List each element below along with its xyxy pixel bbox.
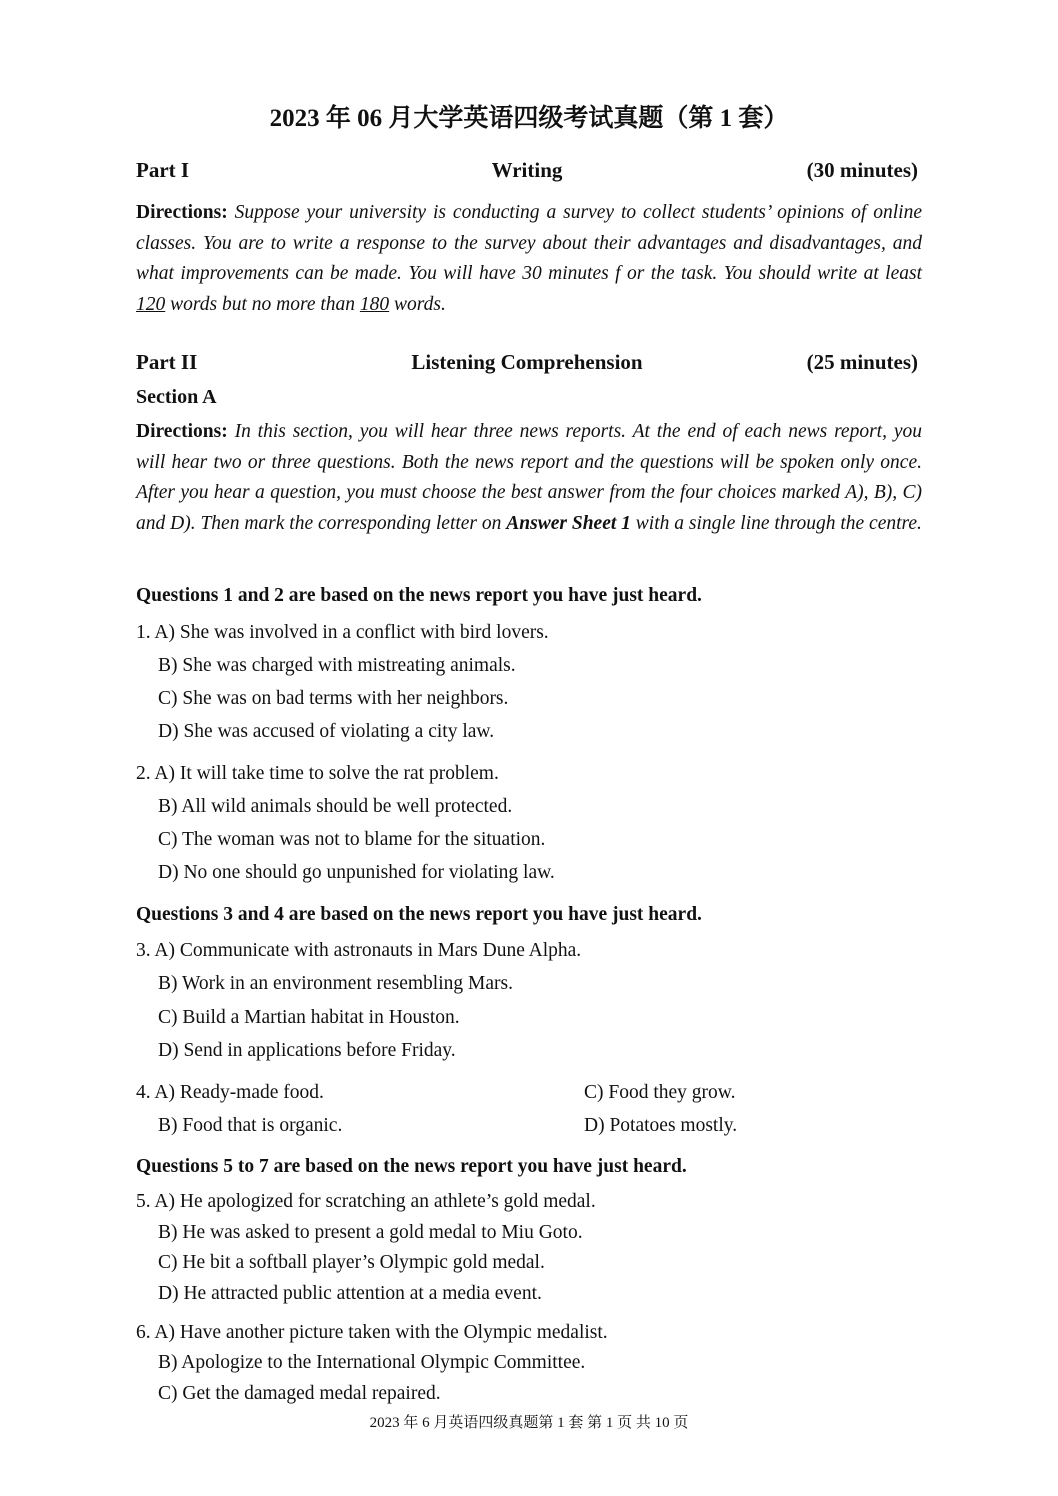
q3-option-a: 3. A) Communicate with astronauts in Mars Dune Alpha.	[136, 940, 582, 961]
question-group-heading: Questions 3 and 4 are based on the news report you have just heard.	[136, 904, 702, 925]
directions-text: words but no more than	[165, 293, 360, 315]
section-title: Section A	[136, 386, 217, 408]
part1-time: (30 minutes)	[806, 158, 918, 182]
q3-option-c: C) Build a Martian habitat in Houston.	[158, 1007, 460, 1028]
answer-sheet-label: Answer Sheet 1	[506, 512, 631, 534]
part1-label: Part I	[136, 158, 190, 182]
q1-option-d: D) She was accused of violating a city law.	[158, 721, 495, 742]
q5-option-d: D) He attracted public attention at a media event.	[158, 1283, 542, 1304]
q2-option-b: B) All wild animals should be well protected.	[158, 796, 513, 817]
min-words: 120	[136, 293, 166, 315]
part2-directions	[136, 417, 922, 539]
q2-option-a: 2. A) It will take time to solve the rat problem.	[136, 763, 499, 784]
q4-option-b: B) Food that is organic.	[158, 1115, 343, 1136]
q5-option-b: B) He was asked to present a gold medal to Miu Goto.	[158, 1222, 583, 1243]
q4-option-a: 4. A) Ready-made food.	[136, 1082, 324, 1103]
part2-name: Listening Comprehension	[411, 350, 643, 374]
directions-label: Directions:	[136, 202, 228, 223]
directions-label: Directions:	[136, 421, 228, 442]
directions-text: words.	[389, 293, 446, 315]
q6-option-a: 6. A) Have another picture taken with the Olympic medalist.	[136, 1322, 608, 1343]
q6-option-b: B) Apologize to the International Olympic Committee.	[158, 1352, 586, 1373]
max-words: 180	[359, 293, 390, 315]
q5-option-c: C) He bit a softball player’s Olympic gold medal.	[158, 1252, 545, 1273]
directions-text: In this section, you will hear three news reports. At the end of each news report, you will hear two or three questions. Both the news report and the questions will be spoken only once. After you hear a question, you must choose the best answer from the four choices marked A), B), C) and D). Then mark the corresponding letter on	[136, 421, 922, 534]
directions-text: Suppose your university is conducting a survey to collect students’ opinions of online classes. You are to write a response to the survey about their advantages and disadvantages, and what improvements can be made. You will have 30 minutes f or the task. You should write at least	[136, 202, 922, 284]
page-title: 2023 年 06 月大学英语四级考试真题（第 1 套）	[269, 105, 789, 132]
part1-name: Writing	[491, 158, 563, 182]
question-group-heading: Questions 1 and 2 are based on the news report you have just heard.	[136, 585, 702, 606]
q1-option-b: B) She was charged with mistreating animals.	[158, 655, 516, 676]
q6-option-c: C) Get the damaged medal repaired.	[158, 1383, 441, 1404]
q3-option-d: D) Send in applications before Friday.	[158, 1040, 456, 1061]
q2-option-c: C) The woman was not to blame for the situation.	[158, 829, 546, 850]
q1-option-a: 1. A) She was involved in a conflict with bird lovers.	[136, 622, 549, 643]
q3-option-b: B) Work in an environment resembling Mars.	[158, 973, 513, 994]
q1-option-c: C) She was on bad terms with her neighbors.	[158, 688, 509, 709]
question-group-heading: Questions 5 to 7 are based on the news report you have just heard.	[136, 1156, 687, 1177]
q4-option-d: D) Potatoes mostly.	[584, 1115, 738, 1136]
part2-label: Part II	[136, 350, 198, 374]
directions-text: with a single line through the centre.	[630, 512, 922, 534]
q4-option-c: C) Food they grow.	[584, 1082, 736, 1103]
part2-time: (25 minutes)	[806, 350, 918, 374]
q2-option-d: D) No one should go unpunished for violating law.	[158, 862, 555, 883]
part1-directions	[136, 198, 922, 320]
page-footer: 2023 年 6 月英语四级真题第 1 套 第 1 页 共 10 页	[369, 1415, 689, 1431]
q5-option-a: 5. A) He apologized for scratching an athlete’s gold medal.	[136, 1191, 596, 1212]
